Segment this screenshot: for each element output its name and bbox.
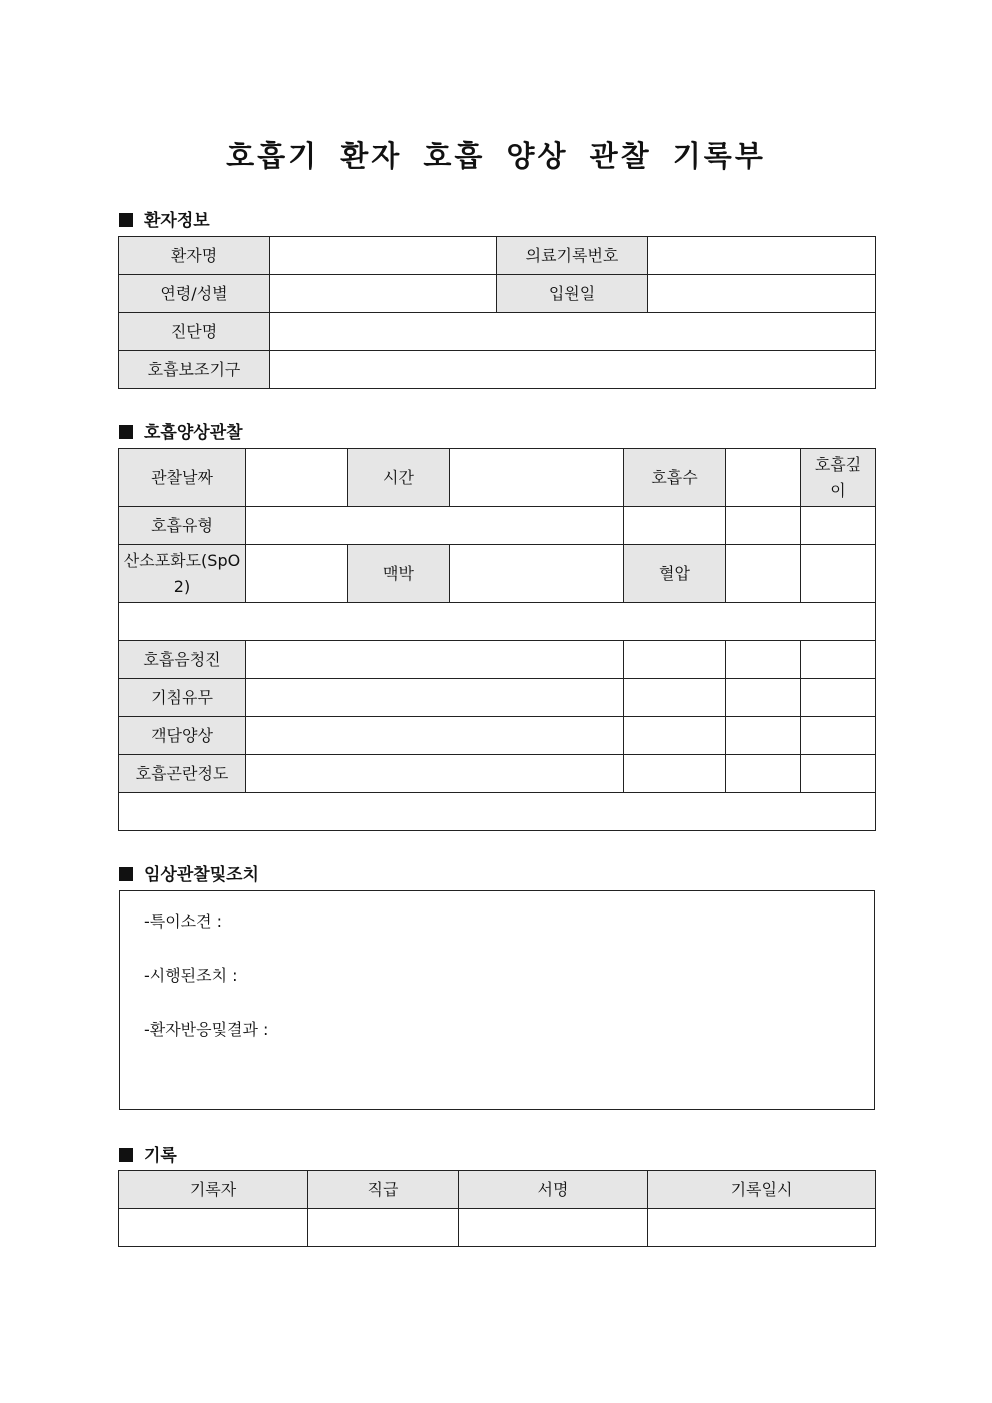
field-blank-row[interactable] (119, 603, 876, 641)
field-observation-date[interactable] (246, 449, 348, 507)
note-response: -환자반응및결과 : (144, 1020, 269, 1039)
label-time: 시간 (348, 449, 450, 507)
field-diagnosis[interactable] (270, 313, 876, 351)
field-extra-cell[interactable] (624, 507, 726, 545)
section-title: 호흡양상관찰 (144, 423, 243, 443)
page-title: 호흡기 환자 호흡 양상 관찰 기록부 (226, 139, 766, 173)
section-title: 환자정보 (144, 211, 210, 231)
section-title: 기록 (144, 1146, 177, 1166)
clinical-notes-box[interactable] (119, 890, 875, 1110)
label-breathing-type: 호흡유형 (119, 507, 246, 545)
label-observation-date: 관찰날짜 (119, 449, 246, 507)
label-respiratory-depth: 호흡깊이 (801, 449, 876, 507)
field-blank-row[interactable] (119, 793, 876, 831)
field-extra-cell[interactable] (726, 641, 801, 679)
field-blood-pressure[interactable] (726, 545, 801, 603)
label-recorder: 기록자 (119, 1171, 308, 1209)
section-heading-patient (119, 206, 210, 231)
field-extra-cell[interactable] (624, 717, 726, 755)
field-extra-cell[interactable] (624, 755, 726, 793)
note-findings: -특이소견 : (144, 912, 223, 931)
label-position: 직급 (308, 1171, 459, 1209)
field-extra-cell[interactable] (726, 507, 801, 545)
square-bullet-icon (119, 425, 133, 439)
label-blood-pressure: 혈압 (624, 545, 726, 603)
label-cough: 기침유무 (119, 679, 246, 717)
field-extra-cell[interactable] (801, 507, 876, 545)
label-diagnosis: 진단명 (119, 313, 270, 351)
field-dyspnea[interactable] (246, 755, 624, 793)
field-extra-cell[interactable] (726, 679, 801, 717)
field-extra-cell[interactable] (624, 679, 726, 717)
section-heading-record (119, 1141, 177, 1166)
label-pulse: 맥박 (348, 545, 450, 603)
field-age-sex[interactable] (270, 275, 497, 313)
field-spo2[interactable] (246, 545, 348, 603)
label-spo2: 산소포화도(SpO2) (119, 545, 246, 603)
square-bullet-icon (119, 1148, 133, 1162)
breathing-observation-table (118, 448, 876, 831)
label-dyspnea: 호흡곤란정도 (119, 755, 246, 793)
square-bullet-icon (119, 213, 133, 227)
field-breathing-type[interactable] (246, 507, 624, 545)
field-sputum[interactable] (246, 717, 624, 755)
field-extra-cell[interactable] (801, 717, 876, 755)
record-table (118, 1170, 876, 1247)
label-respiratory-device: 호흡보조기구 (119, 351, 270, 389)
label-auscultation: 호흡음청진 (119, 641, 246, 679)
section-heading-breathing (119, 418, 243, 443)
label-record-number: 의료기록번호 (497, 237, 648, 275)
label-signature: 서명 (459, 1171, 648, 1209)
field-time[interactable] (450, 449, 624, 507)
field-admission-date[interactable] (648, 275, 876, 313)
section-title: 임상관찰및조치 (144, 865, 259, 885)
label-admission-date: 입원일 (497, 275, 648, 313)
field-extra-cell[interactable] (624, 641, 726, 679)
label-age-sex: 연령/성별 (119, 275, 270, 313)
field-patient-name[interactable] (270, 237, 497, 275)
field-signature[interactable] (459, 1209, 648, 1247)
label-respiratory-rate: 호흡수 (624, 449, 726, 507)
field-cough[interactable] (246, 679, 624, 717)
field-record-number[interactable] (648, 237, 876, 275)
field-extra-cell[interactable] (801, 641, 876, 679)
field-extra-cell[interactable] (801, 545, 876, 603)
label-sputum: 객담양상 (119, 717, 246, 755)
patient-info-table (118, 236, 876, 389)
field-extra-cell[interactable] (801, 679, 876, 717)
field-auscultation[interactable] (246, 641, 624, 679)
field-extra-cell[interactable] (801, 755, 876, 793)
square-bullet-icon (119, 867, 133, 881)
note-actions: -시행된조치 : (144, 966, 238, 985)
field-pulse[interactable] (450, 545, 624, 603)
field-position[interactable] (308, 1209, 459, 1247)
label-patient-name: 환자명 (119, 237, 270, 275)
field-respiratory-rate[interactable] (726, 449, 801, 507)
field-respiratory-device[interactable] (270, 351, 876, 389)
label-record-datetime: 기록일시 (648, 1171, 876, 1209)
field-extra-cell[interactable] (726, 755, 801, 793)
field-record-datetime[interactable] (648, 1209, 876, 1247)
field-recorder[interactable] (119, 1209, 308, 1247)
section-heading-clinical (119, 860, 259, 885)
field-extra-cell[interactable] (726, 717, 801, 755)
